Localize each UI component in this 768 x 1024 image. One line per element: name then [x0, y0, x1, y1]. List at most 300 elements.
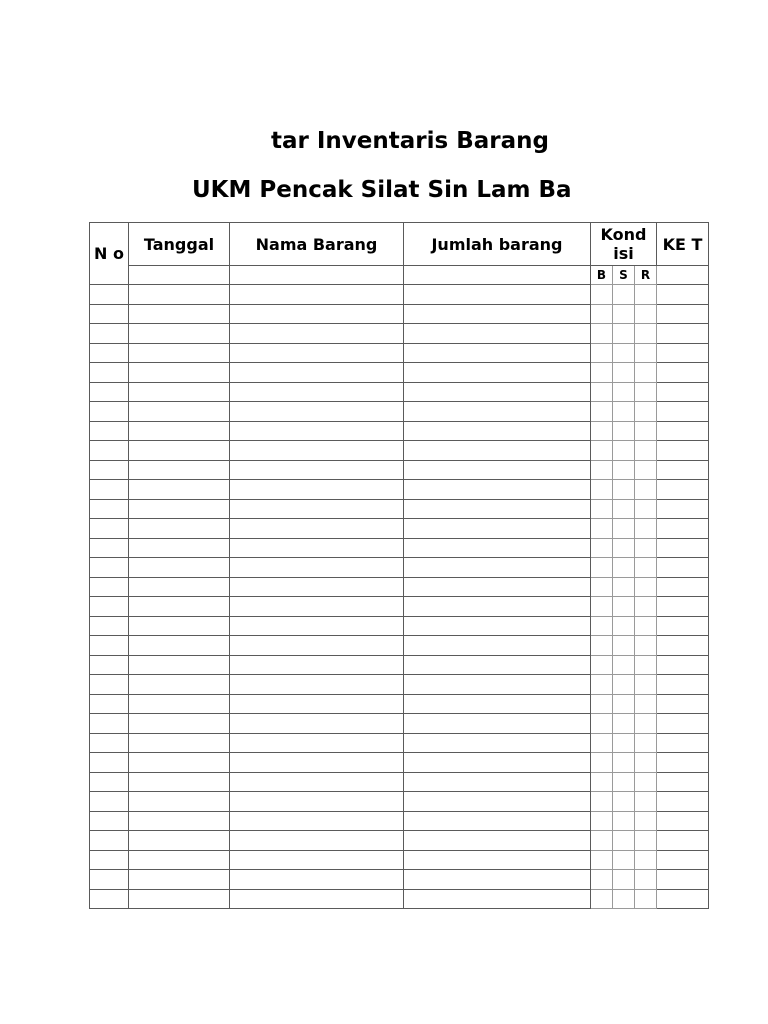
cell-kondisi-r — [635, 363, 657, 383]
header-nama-barang: Nama Barang — [230, 223, 404, 266]
cell-kondisi-r — [635, 616, 657, 636]
subheader-cell-ket — [657, 266, 709, 285]
cell-nama-barang — [230, 850, 404, 870]
cell-nama-barang — [230, 421, 404, 441]
cell-kondisi-r — [635, 714, 657, 734]
cell-ket — [657, 636, 709, 656]
cell-no — [90, 792, 129, 812]
cell-ket — [657, 733, 709, 753]
table-row — [90, 519, 709, 539]
cell-no — [90, 304, 129, 324]
cell-no — [90, 655, 129, 675]
header-ket: KE T — [657, 223, 709, 266]
cell-tanggal — [129, 363, 230, 383]
cell-nama-barang — [230, 616, 404, 636]
cell-kondisi-r — [635, 772, 657, 792]
cell-kondisi-b — [591, 324, 613, 344]
cell-jumlah-barang — [404, 733, 591, 753]
cell-ket — [657, 616, 709, 636]
cell-tanggal — [129, 714, 230, 734]
cell-kondisi-s — [613, 733, 635, 753]
cell-kondisi-s — [613, 519, 635, 539]
cell-ket — [657, 889, 709, 909]
cell-tanggal — [129, 733, 230, 753]
table-row — [90, 460, 709, 480]
cell-kondisi-s — [613, 831, 635, 851]
cell-jumlah-barang — [404, 499, 591, 519]
cell-kondisi-b — [591, 441, 613, 461]
table-row — [90, 499, 709, 519]
table-row — [90, 304, 709, 324]
table-row — [90, 363, 709, 383]
header-jumlah-barang: Jumlah barang — [404, 223, 591, 266]
cell-tanggal — [129, 577, 230, 597]
cell-kondisi-r — [635, 382, 657, 402]
table-row — [90, 792, 709, 812]
cell-kondisi-r — [635, 675, 657, 695]
cell-nama-barang — [230, 382, 404, 402]
cell-kondisi-r — [635, 343, 657, 363]
cell-kondisi-s — [613, 382, 635, 402]
cell-kondisi-r — [635, 480, 657, 500]
cell-tanggal — [129, 597, 230, 617]
cell-kondisi-s — [613, 558, 635, 578]
cell-kondisi-b — [591, 460, 613, 480]
cell-kondisi-b — [591, 655, 613, 675]
cell-kondisi-s — [613, 753, 635, 773]
cell-nama-barang — [230, 363, 404, 383]
cell-no — [90, 733, 129, 753]
cell-ket — [657, 694, 709, 714]
cell-kondisi-r — [635, 792, 657, 812]
cell-no — [90, 480, 129, 500]
table-header-row — [90, 223, 709, 266]
cell-tanggal — [129, 499, 230, 519]
table-row — [90, 811, 709, 831]
cell-no — [90, 519, 129, 539]
header-kondisi: Kond isi — [591, 223, 657, 266]
table-row — [90, 538, 709, 558]
cell-tanggal — [129, 753, 230, 773]
cell-ket — [657, 441, 709, 461]
cell-no — [90, 382, 129, 402]
cell-ket — [657, 558, 709, 578]
table-row — [90, 597, 709, 617]
cell-kondisi-s — [613, 655, 635, 675]
cell-kondisi-b — [591, 382, 613, 402]
cell-ket — [657, 714, 709, 734]
cell-kondisi-b — [591, 538, 613, 558]
cell-kondisi-r — [635, 831, 657, 851]
cell-jumlah-barang — [404, 577, 591, 597]
cell-tanggal — [129, 655, 230, 675]
table-row — [90, 889, 709, 909]
cell-nama-barang — [230, 460, 404, 480]
cell-no — [90, 363, 129, 383]
cell-no — [90, 421, 129, 441]
cell-jumlah-barang — [404, 324, 591, 344]
cell-jumlah-barang — [404, 460, 591, 480]
cell-ket — [657, 655, 709, 675]
header-tanggal: Tanggal — [129, 223, 230, 266]
cell-no — [90, 870, 129, 890]
cell-nama-barang — [230, 304, 404, 324]
cell-no — [90, 558, 129, 578]
cell-kondisi-r — [635, 577, 657, 597]
cell-tanggal — [129, 324, 230, 344]
cell-no — [90, 343, 129, 363]
cell-kondisi-b — [591, 402, 613, 422]
table-row — [90, 421, 709, 441]
cell-kondisi-r — [635, 655, 657, 675]
cell-nama-barang — [230, 558, 404, 578]
cell-no — [90, 753, 129, 773]
cell-no — [90, 714, 129, 734]
cell-jumlah-barang — [404, 363, 591, 383]
cell-jumlah-barang — [404, 441, 591, 461]
cell-nama-barang — [230, 811, 404, 831]
cell-kondisi-s — [613, 792, 635, 812]
cell-nama-barang — [230, 402, 404, 422]
cell-ket — [657, 753, 709, 773]
cell-no — [90, 889, 129, 909]
cell-ket — [657, 850, 709, 870]
cell-jumlah-barang — [404, 655, 591, 675]
table-row — [90, 441, 709, 461]
cell-tanggal — [129, 285, 230, 305]
cell-kondisi-b — [591, 304, 613, 324]
cell-no — [90, 441, 129, 461]
cell-nama-barang — [230, 441, 404, 461]
cell-kondisi-b — [591, 753, 613, 773]
cell-kondisi-s — [613, 636, 635, 656]
cell-jumlah-barang — [404, 889, 591, 909]
cell-kondisi-s — [613, 597, 635, 617]
cell-no — [90, 675, 129, 695]
table-row — [90, 850, 709, 870]
cell-kondisi-r — [635, 811, 657, 831]
cell-jumlah-barang — [404, 421, 591, 441]
cell-nama-barang — [230, 577, 404, 597]
cell-kondisi-b — [591, 616, 613, 636]
cell-kondisi-b — [591, 850, 613, 870]
cell-kondisi-b — [591, 792, 613, 812]
cell-ket — [657, 480, 709, 500]
cell-kondisi-r — [635, 519, 657, 539]
cell-kondisi-s — [613, 616, 635, 636]
inventory-table — [89, 222, 709, 909]
cell-kondisi-b — [591, 889, 613, 909]
cell-ket — [657, 519, 709, 539]
cell-jumlah-barang — [404, 616, 591, 636]
cell-jumlah-barang — [404, 480, 591, 500]
cell-kondisi-s — [613, 480, 635, 500]
cell-jumlah-barang — [404, 304, 591, 324]
cell-kondisi-r — [635, 733, 657, 753]
cell-ket — [657, 460, 709, 480]
cell-ket — [657, 382, 709, 402]
cell-kondisi-r — [635, 558, 657, 578]
cell-jumlah-barang — [404, 558, 591, 578]
cell-no — [90, 694, 129, 714]
cell-kondisi-s — [613, 889, 635, 909]
cell-nama-barang — [230, 480, 404, 500]
cell-ket — [657, 538, 709, 558]
cell-kondisi-s — [613, 538, 635, 558]
cell-no — [90, 324, 129, 344]
cell-kondisi-r — [635, 324, 657, 344]
cell-tanggal — [129, 850, 230, 870]
table-row — [90, 324, 709, 344]
cell-kondisi-s — [613, 363, 635, 383]
cell-nama-barang — [230, 675, 404, 695]
cell-kondisi-s — [613, 343, 635, 363]
cell-tanggal — [129, 792, 230, 812]
cell-no — [90, 538, 129, 558]
cell-ket — [657, 870, 709, 890]
cell-ket — [657, 343, 709, 363]
cell-tanggal — [129, 636, 230, 656]
cell-kondisi-s — [613, 714, 635, 734]
cell-tanggal — [129, 480, 230, 500]
cell-jumlah-barang — [404, 636, 591, 656]
cell-kondisi-b — [591, 811, 613, 831]
cell-kondisi-r — [635, 870, 657, 890]
table-row — [90, 402, 709, 422]
cell-jumlah-barang — [404, 402, 591, 422]
cell-tanggal — [129, 831, 230, 851]
cell-tanggal — [129, 811, 230, 831]
cell-kondisi-b — [591, 694, 613, 714]
cell-no — [90, 460, 129, 480]
cell-ket — [657, 304, 709, 324]
cell-kondisi-r — [635, 499, 657, 519]
cell-kondisi-s — [613, 421, 635, 441]
table-row — [90, 343, 709, 363]
table-row — [90, 870, 709, 890]
cell-kondisi-b — [591, 499, 613, 519]
cell-jumlah-barang — [404, 382, 591, 402]
subheader-kondisi-b: B — [591, 266, 613, 285]
cell-kondisi-r — [635, 694, 657, 714]
cell-tanggal — [129, 675, 230, 695]
cell-no — [90, 402, 129, 422]
cell-tanggal — [129, 870, 230, 890]
cell-kondisi-b — [591, 519, 613, 539]
cell-tanggal — [129, 558, 230, 578]
cell-no — [90, 850, 129, 870]
cell-ket — [657, 363, 709, 383]
cell-kondisi-r — [635, 402, 657, 422]
cell-kondisi-s — [613, 694, 635, 714]
cell-kondisi-b — [591, 870, 613, 890]
cell-nama-barang — [230, 733, 404, 753]
cell-jumlah-barang — [404, 811, 591, 831]
cell-jumlah-barang — [404, 792, 591, 812]
cell-kondisi-s — [613, 304, 635, 324]
cell-nama-barang — [230, 499, 404, 519]
table-row — [90, 480, 709, 500]
cell-jumlah-barang — [404, 772, 591, 792]
cell-nama-barang — [230, 792, 404, 812]
table-row — [90, 772, 709, 792]
table-row — [90, 753, 709, 773]
cell-kondisi-r — [635, 597, 657, 617]
cell-no — [90, 636, 129, 656]
cell-kondisi-s — [613, 772, 635, 792]
cell-kondisi-b — [591, 772, 613, 792]
cell-kondisi-s — [613, 460, 635, 480]
cell-no — [90, 285, 129, 305]
cell-no — [90, 831, 129, 851]
table-row — [90, 831, 709, 851]
cell-tanggal — [129, 441, 230, 461]
cell-kondisi-r — [635, 304, 657, 324]
cell-kondisi-r — [635, 850, 657, 870]
cell-kondisi-r — [635, 441, 657, 461]
cell-jumlah-barang — [404, 694, 591, 714]
cell-kondisi-b — [591, 480, 613, 500]
subheader-cell-nama-barang — [230, 266, 404, 285]
table-subheader-row — [90, 266, 709, 285]
cell-ket — [657, 792, 709, 812]
cell-kondisi-b — [591, 636, 613, 656]
cell-kondisi-b — [591, 421, 613, 441]
cell-kondisi-b — [591, 285, 613, 305]
cell-tanggal — [129, 304, 230, 324]
cell-ket — [657, 577, 709, 597]
cell-kondisi-r — [635, 421, 657, 441]
cell-nama-barang — [230, 889, 404, 909]
cell-nama-barang — [230, 655, 404, 675]
subheader-cell-tanggal — [129, 266, 230, 285]
cell-no — [90, 811, 129, 831]
subheader-kondisi-s: S — [613, 266, 635, 285]
cell-no — [90, 499, 129, 519]
cell-kondisi-b — [591, 597, 613, 617]
document-title: tar Inventaris Barang — [271, 128, 549, 154]
cell-ket — [657, 324, 709, 344]
subheader-cell-jumlah-barang — [404, 266, 591, 285]
cell-kondisi-r — [635, 285, 657, 305]
cell-kondisi-r — [635, 460, 657, 480]
cell-no — [90, 772, 129, 792]
cell-jumlah-barang — [404, 850, 591, 870]
cell-ket — [657, 402, 709, 422]
cell-nama-barang — [230, 714, 404, 734]
cell-jumlah-barang — [404, 597, 591, 617]
cell-kondisi-r — [635, 753, 657, 773]
cell-kondisi-s — [613, 441, 635, 461]
cell-no — [90, 577, 129, 597]
cell-kondisi-s — [613, 402, 635, 422]
cell-kondisi-r — [635, 538, 657, 558]
cell-nama-barang — [230, 597, 404, 617]
table-row — [90, 694, 709, 714]
cell-nama-barang — [230, 772, 404, 792]
cell-ket — [657, 675, 709, 695]
table-row — [90, 577, 709, 597]
cell-kondisi-r — [635, 889, 657, 909]
cell-no — [90, 597, 129, 617]
cell-nama-barang — [230, 831, 404, 851]
cell-nama-barang — [230, 753, 404, 773]
cell-ket — [657, 831, 709, 851]
cell-tanggal — [129, 460, 230, 480]
cell-tanggal — [129, 616, 230, 636]
cell-kondisi-s — [613, 324, 635, 344]
cell-no — [90, 616, 129, 636]
cell-tanggal — [129, 402, 230, 422]
cell-kondisi-b — [591, 831, 613, 851]
cell-ket — [657, 772, 709, 792]
cell-nama-barang — [230, 519, 404, 539]
table-row — [90, 285, 709, 305]
cell-tanggal — [129, 382, 230, 402]
table-row — [90, 675, 709, 695]
cell-kondisi-b — [591, 363, 613, 383]
cell-kondisi-b — [591, 733, 613, 753]
table-row — [90, 558, 709, 578]
cell-kondisi-b — [591, 714, 613, 734]
cell-jumlah-barang — [404, 870, 591, 890]
header-no: N o — [90, 223, 129, 285]
cell-tanggal — [129, 694, 230, 714]
cell-tanggal — [129, 538, 230, 558]
document-subtitle: UKM Pencak Silat Sin Lam Ba — [192, 177, 572, 203]
cell-jumlah-barang — [404, 753, 591, 773]
table-body — [90, 285, 709, 909]
table-row — [90, 714, 709, 734]
cell-tanggal — [129, 889, 230, 909]
cell-kondisi-r — [635, 636, 657, 656]
cell-kondisi-s — [613, 870, 635, 890]
cell-kondisi-b — [591, 675, 613, 695]
cell-ket — [657, 597, 709, 617]
subheader-kondisi-r: R — [635, 266, 657, 285]
cell-kondisi-s — [613, 285, 635, 305]
cell-ket — [657, 499, 709, 519]
cell-tanggal — [129, 343, 230, 363]
cell-jumlah-barang — [404, 675, 591, 695]
table-row — [90, 616, 709, 636]
cell-ket — [657, 285, 709, 305]
cell-nama-barang — [230, 636, 404, 656]
cell-nama-barang — [230, 285, 404, 305]
cell-kondisi-s — [613, 577, 635, 597]
cell-jumlah-barang — [404, 538, 591, 558]
cell-kondisi-s — [613, 850, 635, 870]
cell-nama-barang — [230, 538, 404, 558]
cell-nama-barang — [230, 870, 404, 890]
cell-tanggal — [129, 519, 230, 539]
cell-kondisi-s — [613, 675, 635, 695]
table-row — [90, 733, 709, 753]
cell-jumlah-barang — [404, 285, 591, 305]
table-row — [90, 382, 709, 402]
cell-jumlah-barang — [404, 519, 591, 539]
cell-kondisi-s — [613, 499, 635, 519]
cell-jumlah-barang — [404, 714, 591, 734]
cell-kondisi-b — [591, 558, 613, 578]
cell-kondisi-s — [613, 811, 635, 831]
table-row — [90, 636, 709, 656]
table-row — [90, 655, 709, 675]
cell-tanggal — [129, 772, 230, 792]
cell-kondisi-b — [591, 343, 613, 363]
cell-kondisi-b — [591, 577, 613, 597]
cell-ket — [657, 421, 709, 441]
